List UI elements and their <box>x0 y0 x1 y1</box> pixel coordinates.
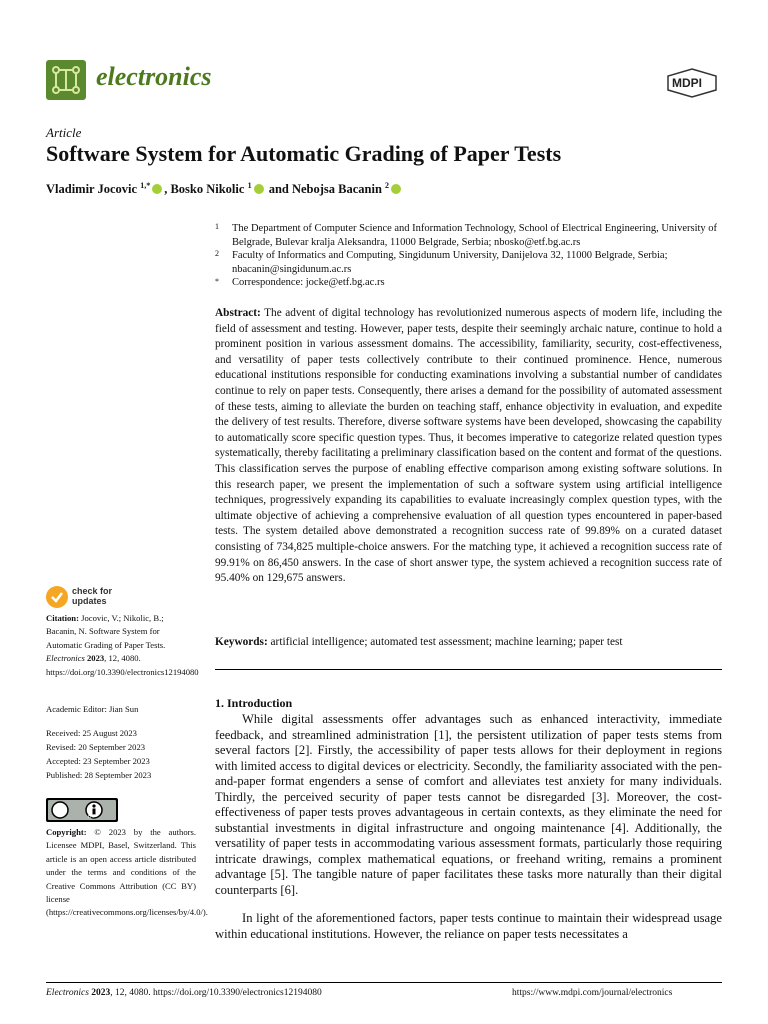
keywords <box>215 636 722 648</box>
copyright-text: © 2023 by the authors. Licensee MDPI, Basel, Switzerland. This article is an open access article distributed under the terms and conditions of the Creative Commons Attribution (CC BY) license (https://creativecommons.org/licenses/by/4.0/). <box>46 827 208 918</box>
received-date: Received: 25 August 2023 <box>46 728 137 738</box>
keywords-label: Keywords: <box>215 636 268 648</box>
check-for-updates[interactable] <box>72 586 112 606</box>
citation-label: Citation: <box>46 613 79 623</box>
author-list <box>46 181 403 197</box>
footer-journal-url[interactable]: https://www.mdpi.com/journal/electronics <box>512 988 673 998</box>
orcid-icon[interactable] <box>254 184 264 194</box>
correspondence: Correspondence: jocke@etf.bg.ac.rs <box>232 277 385 288</box>
author-2-affiliation: 1 <box>247 181 252 190</box>
publisher-name: MDPI <box>672 76 702 90</box>
academic-editor: Academic Editor: Jian Sun <box>46 704 139 714</box>
footer-journal: Electronics <box>46 988 89 998</box>
affiliation-1-number: 1 <box>215 222 219 231</box>
section-divider <box>215 669 722 670</box>
check-line-2: updates <box>72 596 107 606</box>
keywords-text: artificial intelligence; automated test assessment; machine learning; paper test <box>270 636 623 648</box>
intro-paragraph-1: While digital assessments offer advantages such as enhanced interactivity, immediate feedback, and streamlined administration [1], the persistent utilization of paper tests stems from several factors [2]. Firstly, the accessibility of paper tests allows for their deployment in regions with limited access to digital devices or electricity. Secondly, the familiarity associated with the pen-and-paper format engenders a sense of comfort and alleviates test anxiety for many individuals. Thirdly, the perceived security of paper tests cannot be disregarded [3]. Moreover, the cost-effectiveness of paper tests proves advantageous in certain contexts, as they eliminate the need for substantial investments in digital infrastructure and ongoing maintenance [4]. Additionally, the versatility of paper tests in accommodating various assessment formats, particularly those requiring intricate drawings, complex mathematical equations, or freehand writing, remains a prominent advantage [5]. The tangible nature of paper facilitates these tasks more naturally than their digital counterparts [6]. <box>215 712 722 898</box>
check-line-1: check for <box>72 586 113 596</box>
accepted-date: Accepted: 23 September 2023 <box>46 756 150 766</box>
footer-citation <box>46 988 322 998</box>
citation-text: Jocovic, V.; Nikolic, B.; Bacanin, N. Software System for Automatic Grading of Paper Tests. <box>46 613 166 650</box>
intro-paragraph-2: In light of the aforementioned factors, paper tests continue to maintain their widespread usage within educational institutions. However, the reliance on paper tests necessitates a <box>215 911 722 941</box>
author-1-affiliation: 1,* <box>140 181 151 190</box>
copyright-block <box>46 826 208 920</box>
affiliation-1: The Department of Computer Science and Information Technology, School of Electrical Engineering, University of Belgrade, Bulevar kralja Aleksandra, 11000 Belgrade, Serbia; nbosko@etf.bg.ac.rs <box>232 223 718 248</box>
author-2[interactable]: , Bosko Nikolic <box>164 182 245 197</box>
orcid-icon[interactable] <box>152 184 162 194</box>
abstract-text: The advent of digital technology has revolutionized numerous aspects of modern life, including the field of assessment and testing. However, paper tests, despite their seemingly archaic nature, continue to hold a prominent position in various assessment domains. The accessibility, familiarity, security, cost-effectiveness, and versatility of paper tests collectively contribute to their continued prominence. Hence, numerous educational institutions responsible for conducting examinations involving a substantial number of candidates continue to rely on paper tests. Consequently, there arises a demand for the possibility of automated assessment of these tests, aiming to alleviate the burden on teaching staff, enhance objectivity in evaluation, and expedite the delivery of test results. Therefore, diverse software systems have been developed, showcasing the capability to automatically score specific question types. Thus, it becomes imperative to categorize related question types systematically, thereby facilitating a preliminary classification based on the content and format of the questions. This classification serves the purpose of enabling effective comparison among existing software solutions. In this research paper, we present the implementation of such a software system using artificial intelligence techniques, progressively expanding its capabilities to evaluate increasingly complex question types, with the ultimate objective of achieving a comprehensive evaluation of all question types encountered in paper-based tests. The system detailed above demonstrated a recognition success rate of 99.89% on a curated dataset consisting of 734,825 multiple-choice answers. For the matching type, it achieved a recognition success rate of 99.91% on 86,450 answers. In the case of short answer type, the system achieved a recognition success rate of 95.40% on 129,675 answers. <box>215 307 722 585</box>
author-3[interactable]: and Nebojsa Bacanin <box>265 182 382 197</box>
published-date: Published: 28 September 2023 <box>46 770 152 780</box>
footer-divider <box>46 982 722 983</box>
author-3-affiliation: 2 <box>385 181 390 190</box>
check-for-updates-icon[interactable] <box>46 586 68 608</box>
cc-by-icon <box>48 800 116 820</box>
footer-doi[interactable]: , 12, 4080. https://doi.org/10.3390/electronics12194080 <box>110 988 322 998</box>
cc-label: BY <box>88 814 95 820</box>
citation-journal: Electronics <box>46 653 85 664</box>
footer-year: 2023 <box>91 988 111 998</box>
mdpi-logo[interactable] <box>666 68 718 98</box>
orcid-icon[interactable] <box>391 184 401 194</box>
revised-date: Revised: 20 September 2023 <box>46 742 146 752</box>
citation-doi[interactable]: , 12, 4080. https://doi.org/10.3390/electronics12194080 <box>46 653 199 677</box>
affiliation-2-number: 2 <box>215 249 219 258</box>
journal-logo-icon <box>46 60 86 100</box>
article-type: Article <box>46 125 82 140</box>
citation-block <box>46 612 199 679</box>
abstract-label: Abstract: <box>215 307 261 319</box>
citation-year: 2023 <box>86 653 105 664</box>
paper-title: Software System for Automatic Grading of Paper Tests <box>46 141 562 166</box>
author-1[interactable]: Vladimir Jocovic <box>46 182 138 197</box>
section-heading-introduction: 1. Introduction <box>215 696 293 710</box>
journal-name[interactable]: electronics <box>96 62 212 91</box>
copyright-label: Copyright: <box>46 827 87 837</box>
affiliation-2: Faculty of Informatics and Computing, Singidunum University, Danijelova 32, 11000 Belgrade, Serbia; nbacanin@singidunum.ac.rs <box>232 250 668 275</box>
abstract <box>215 306 722 587</box>
correspondence-marker: * <box>215 277 219 286</box>
